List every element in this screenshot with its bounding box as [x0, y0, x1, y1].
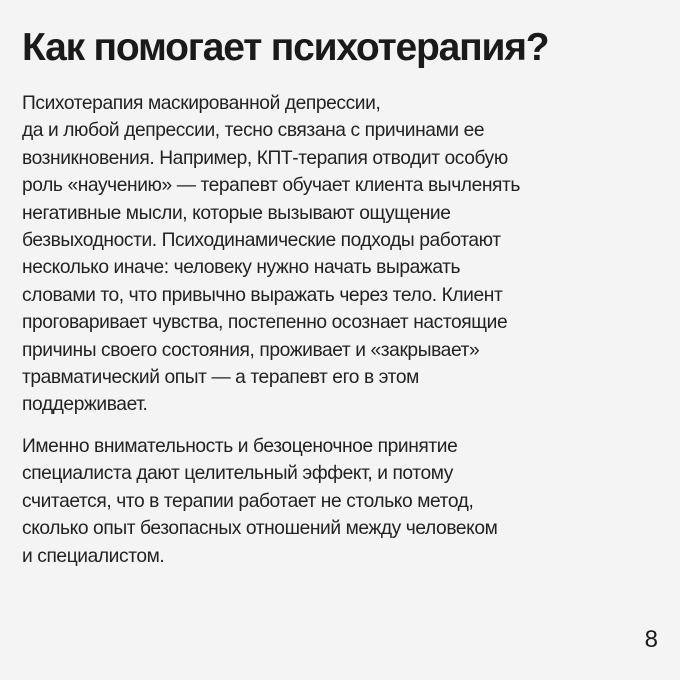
text-line: роль «научению» — терапевт обучает клиента вычленять: [22, 175, 521, 197]
text-line: Психотерапия маскированной депрессии,: [22, 93, 381, 114]
page-number: 8: [644, 626, 658, 653]
text-line: травматический опыт — а терапевт его в этом: [22, 367, 419, 389]
text-line: считается, что в терапии работает не столько метод,: [22, 490, 474, 512]
paragraph-2: [22, 433, 662, 570]
text-line: причины своего состояния, проживает и «закрывает»: [22, 339, 480, 361]
text-line: сколько опыт безопасных отношений между человеком: [22, 518, 498, 540]
text-line: проговаривает чувства, постепенно осознает настоящие: [22, 312, 508, 334]
text-line: негативные мысли, которые вызывают ощущение: [22, 202, 451, 224]
paragraph-1: [22, 90, 662, 419]
body-text: [22, 90, 662, 570]
text-line: Именно внимательность и безоценочное принятие: [22, 435, 458, 457]
text-line: специалиста дают целительный эффект, и потому: [22, 463, 453, 485]
text-line: поддерживает.: [22, 394, 148, 416]
text-line: возникновения. Например, КПТ-терапия отводит особую: [22, 147, 508, 169]
text-line: и специалистом.: [22, 545, 165, 567]
text-line: словами то, что привычно выражать через тело. Клиент: [22, 284, 503, 306]
text-line: несколько иначе: человеку нужно начать выражать: [22, 257, 461, 279]
text-line: безвыходности. Психодинамические подходы работают: [22, 230, 501, 252]
page-title: Как помогает психотерапия?: [22, 26, 549, 69]
text-line: да и любой депрессии, тесно связана с причинами ее: [22, 120, 485, 142]
